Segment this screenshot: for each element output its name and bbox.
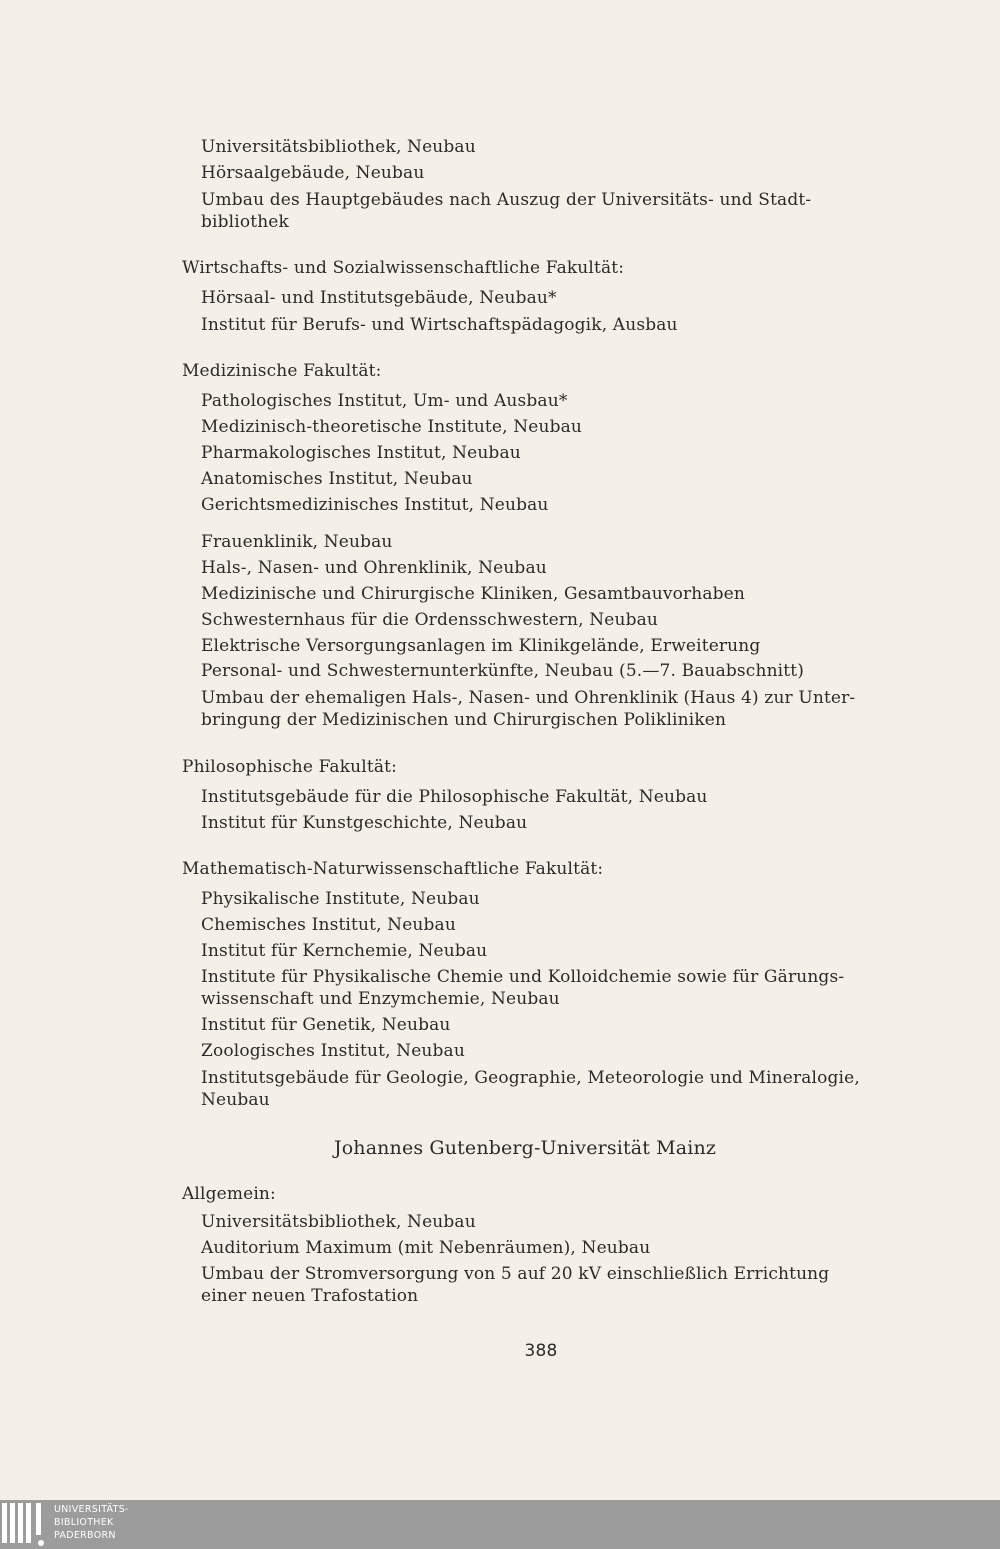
list-item: Universitätsbibliothek, Neubau	[201, 137, 476, 157]
list-item: Frauenklinik, Neubau	[201, 532, 393, 552]
section-heading-med: Medizinische Fakultät:	[182, 361, 382, 381]
section-heading-wiso: Wirtschafts- und Sozialwissenschaftliche Fakultät:	[182, 258, 625, 278]
list-item: Zoologisches Institut, Neubau	[201, 1041, 465, 1061]
list-item-continuation: wissenschaft und Enzymchemie, Neubau	[201, 989, 560, 1009]
list-item: Anatomisches Institut, Neubau	[201, 469, 473, 489]
list-item-continuation: einer neuen Trafostation	[201, 1286, 419, 1306]
list-item: Medizinische und Chirurgische Kliniken, Gesamtbauvorhaben	[201, 584, 745, 604]
list-item: Umbau der ehemaligen Hals-, Nasen- und Ohrenklinik (Haus 4) zur Unter-	[201, 688, 856, 708]
list-item-continuation: bringung der Medizinischen und Chirurgischen Polikliniken	[201, 710, 727, 730]
list-item: Medizinisch-theoretische Institute, Neubau	[201, 417, 582, 437]
list-item-continuation: bibliothek	[201, 212, 289, 232]
list-item: Pharmakologisches Institut, Neubau	[201, 443, 521, 463]
list-item: Institut für Genetik, Neubau	[201, 1015, 451, 1035]
list-item: Auditorium Maximum (mit Nebenräumen), Neubau	[201, 1238, 651, 1258]
list-item: Physikalische Institute, Neubau	[201, 889, 480, 909]
list-item: Chemisches Institut, Neubau	[201, 915, 456, 935]
list-item: Hörsaal- und Institutsgebäude, Neubau*	[201, 288, 557, 308]
list-item: Institut für Kunstgeschichte, Neubau	[201, 813, 528, 833]
list-item: Institut für Berufs- und Wirtschaftspädagogik, Ausbau	[201, 315, 678, 335]
page-number: 388	[524, 1341, 558, 1361]
list-item: Schwesternhaus für die Ordensschwestern, Neubau	[201, 610, 659, 630]
list-item-continuation: Neubau	[201, 1090, 270, 1110]
list-item: Gerichtsmedizinisches Institut, Neubau	[201, 495, 549, 515]
logo-line: BIBLIOTHEK	[54, 1517, 114, 1528]
logo-line: PADERBORN	[54, 1530, 116, 1541]
list-item: Institute für Physikalische Chemie und Kolloidchemie sowie für Gärungs-	[201, 967, 845, 987]
list-item: Pathologisches Institut, Um- und Ausbau*	[201, 391, 568, 411]
logo-line: UNIVERSITÄTS-	[54, 1504, 129, 1515]
list-item: Institut für Kernchemie, Neubau	[201, 941, 488, 961]
list-item: Umbau der Stromversorgung von 5 auf 20 kV einschließlich Errichtung	[201, 1264, 830, 1284]
section-heading-general: Allgemein:	[182, 1184, 276, 1204]
list-item: Hörsaalgebäude, Neubau	[201, 163, 425, 183]
university-title: Johannes Gutenberg-Universität Mainz	[333, 1137, 717, 1159]
list-item: Hals-, Nasen- und Ohrenklinik, Neubau	[201, 558, 547, 578]
list-item: Universitätsbibliothek, Neubau	[201, 1212, 476, 1232]
library-logo-icon	[0, 1500, 48, 1549]
list-item: Personal- und Schwesternunterkünfte, Neubau (5.—7. Bauabschnitt)	[201, 661, 804, 681]
list-item: Institutsgebäude für die Philosophische Fakultät, Neubau	[201, 787, 708, 807]
section-heading-math: Mathematisch-Naturwissenschaftliche Fakultät:	[182, 859, 604, 879]
list-item: Umbau des Hauptgebäudes nach Auszug der Universitäts- und Stadt-	[201, 190, 812, 210]
list-item: Elektrische Versorgungsanlagen im Klinikgelände, Erweiterung	[201, 636, 761, 656]
library-logo-text	[54, 1503, 129, 1542]
section-heading-phil: Philosophische Fakultät:	[182, 757, 397, 777]
list-item: Institutsgebäude für Geologie, Geographie, Meteorologie und Mineralogie,	[201, 1068, 860, 1088]
library-footer-bar	[0, 1500, 1000, 1549]
